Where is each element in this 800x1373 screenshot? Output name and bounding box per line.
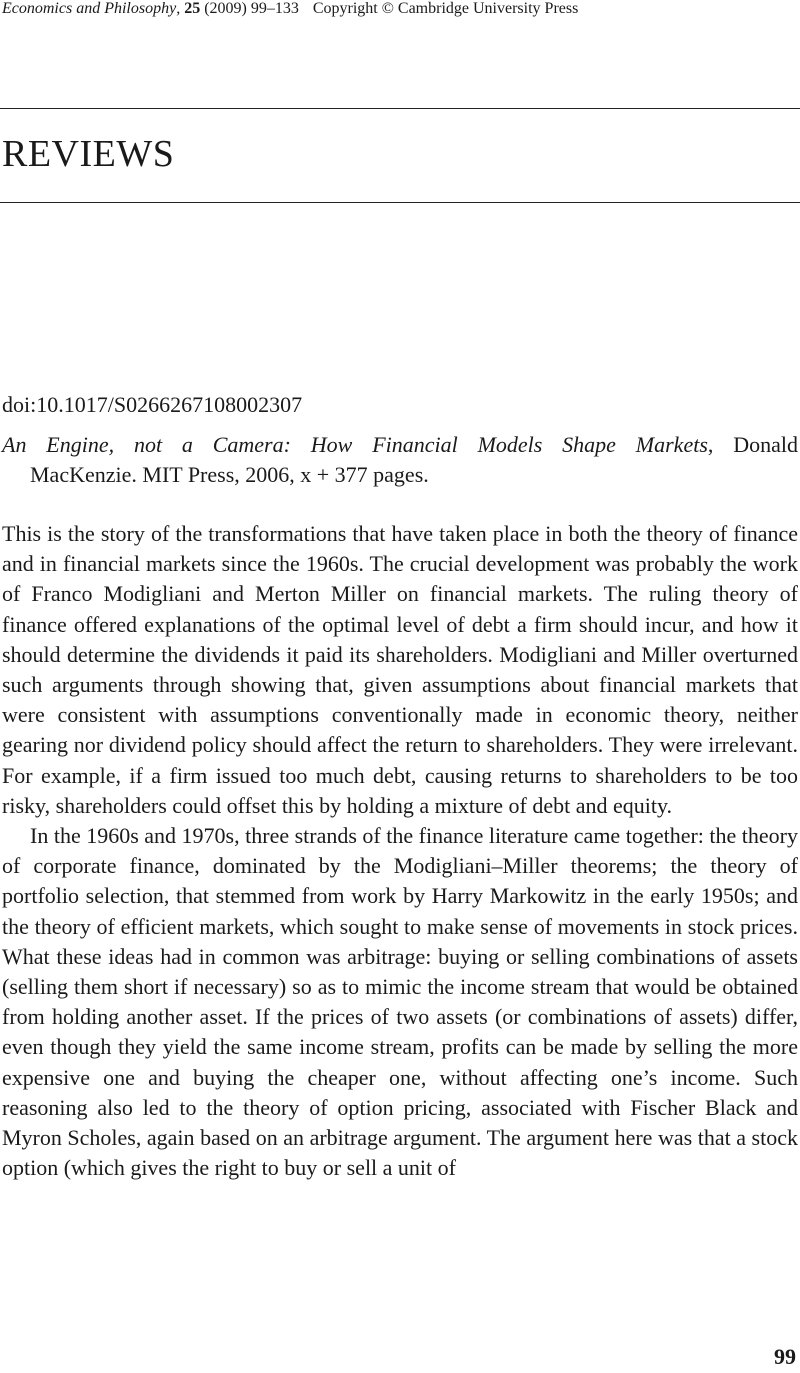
book-citation (2, 430, 798, 490)
volume-number: 25 (184, 0, 201, 17)
bottom-rule (0, 202, 800, 203)
section-title: REVIEWS (2, 133, 175, 175)
top-rule (0, 108, 800, 109)
issue-pages: (2009) 99–133 (204, 0, 299, 17)
comma: , (176, 0, 185, 17)
paragraph: This is the story of the transformations that have taken place in both the theory of finance and in financial markets since the 1960s. The crucial development was probably the work of Franco Modigliani and Merton Miller on financial markets. The ruling theory of finance offered explanations of the optimal level of debt a firm should incur, and how it should determine the dividends it paid its shareholders. Modigliani and Miller overturned such arguments through showing that, given assumptions about financial markets that were consistent with assumptions conventionally made in economic theory, neither gearing nor dividend policy should affect the return to shareholders. They were irrelevant. For example, if a firm issued too much debt, causing returns to shareholders to be too risky, shareholders could offset this by holding a mixture of debt and equity. (2, 521, 798, 818)
paragraph: In the 1960s and 1970s, three strands of the finance literature came together: the theory of corporate finance, dominated by the Modigliani–Miller theorems; the theory of portfolio selection, that stemmed from work by Harry Markowitz in the early 1950s; and the theory of efficient markets, which sought to make sense of movements in stock prices. What these ideas had in common was arbitrage: buying or selling combinations of assets (selling them short if necessary) so as to mimic the income stream that would be obtained from holding another asset. If the prices of two assets (or combinations of assets) differ, even though they yield the same income stream, profits can be made by selling the more expensive one and buying the cheaper one, without affecting one’s income. Such reasoning also led to the theory of option pricing, associated with Fischer Black and Myron Scholes, again based on an arbitrage argument. The argument here was that a stock option (which gives the right to buy or sell a unit of (2, 823, 798, 1181)
journal-name: Economics and Philosophy (2, 0, 177, 17)
page-number: 99 (774, 1344, 796, 1369)
citation-details: MacKenzie. MIT Press, 2006, x + 377 pages. (30, 462, 429, 487)
copyright-notice: Copyright © Cambridge University Press (312, 0, 579, 17)
author-lead: , Donald (707, 432, 798, 457)
doi: doi:10.1017/S0266267108002307 (2, 392, 303, 417)
running-head (2, 0, 578, 18)
book-title: An Engine, not a Camera: How Financial Models Shape Markets (2, 432, 708, 457)
citation-line-1 (2, 430, 798, 460)
review-body (2, 519, 798, 1183)
